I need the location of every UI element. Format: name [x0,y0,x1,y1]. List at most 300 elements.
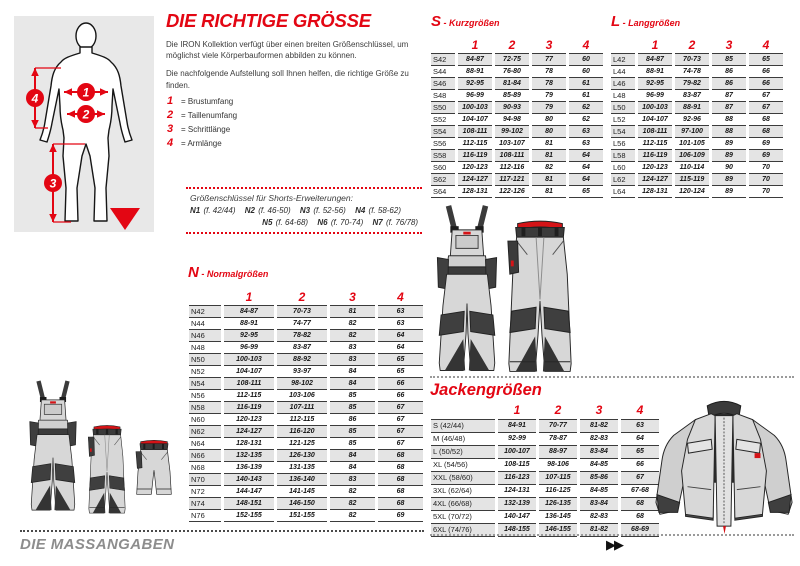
size-label: 4XL (66/68) [431,498,495,511]
measure-column-header: 3 [595,403,603,417]
size-value: 63 [378,305,423,318]
shorts-key-range: (f. 46-50) [258,206,291,215]
section-letter: N [188,264,199,281]
size-value: 68 [749,126,783,138]
size-label: N54 [189,378,221,390]
size-value: 90 [712,162,746,174]
size-value: 126-135 [539,498,577,511]
size-value: 108-111 [224,378,274,390]
size-row [431,150,603,162]
arm-marker: 4 [31,91,39,106]
column-header-row [611,36,783,53]
size-value: 84-85 [580,485,618,498]
size-value: 112-115 [458,138,492,150]
size-value: 70 [749,186,783,198]
legend-number: 1 [167,95,174,107]
size-value: 124-127 [458,174,492,186]
size-row [431,114,603,126]
size-row [189,402,423,414]
size-row [189,450,423,462]
shorts-illustration [134,425,174,518]
size-value: 64 [569,174,603,186]
size-value: 98-106 [539,459,577,472]
size-value: 64 [569,150,603,162]
size-value: 70 [749,162,783,174]
measure-column-header: 3 [545,37,553,52]
size-value: 131-135 [277,462,327,474]
size-row [189,510,423,522]
size-row [431,138,603,150]
size-value: 136-140 [277,474,327,486]
intro-paragraph-1: Die IRON Kollektion verfügt über einen breiten Größenschlüssel, um möglichst viele Körperbauformen abbilden zu können. [166,40,409,61]
size-value: 126-130 [277,450,327,462]
size-value: 87 [712,102,746,114]
size-row [611,174,783,186]
size-value: 85-89 [495,90,529,102]
size-value: 112-115 [277,414,327,426]
size-value: 78 [532,66,566,78]
section-suffix: - Kurzgrößen [441,18,500,28]
size-label: N44 [189,318,221,330]
shorts-key-code: N7 [372,218,383,227]
size-value: 132-135 [224,450,274,462]
shorts-key-line [190,206,418,215]
size-value: 124-127 [224,426,274,438]
size-row [431,498,659,511]
size-value: 65 [378,366,423,378]
size-value: 63 [621,419,659,433]
size-label: S (42/44) [431,419,495,433]
measure-column-header: 1 [513,403,521,417]
size-label: S52 [431,114,455,126]
size-value: 120-123 [638,162,672,174]
size-value: 79-82 [675,78,709,90]
size-label: N42 [189,305,221,318]
size-value: 67-68 [621,485,659,498]
size-value: 62 [569,102,603,114]
size-row [431,66,603,78]
size-value: 83 [330,474,375,486]
size-value: 64 [378,342,423,354]
size-value: 63 [569,138,603,150]
size-value: 92-95 [224,330,274,342]
size-value: 82 [330,330,375,342]
size-value: 84-87 [224,305,274,318]
size-value: 148-155 [498,524,536,537]
size-value: 140-143 [224,474,274,486]
size-value: 92-96 [675,114,709,126]
size-value: 89 [712,174,746,186]
size-value: 100-103 [224,354,274,366]
size-row [189,498,423,510]
shorts-key-range: (f. 42/44) [203,206,236,215]
shorts-key-title: Größenschlüssel für Shorts-Erweiterungen: [190,193,353,203]
shorts-size-key [186,187,422,234]
size-value: 81 [532,186,566,198]
size-value: 151-155 [277,510,327,522]
size-value: 124-127 [638,174,672,186]
size-value: 66 [749,78,783,90]
size-label: L56 [611,138,635,150]
size-value: 76-80 [495,66,529,78]
size-row [431,126,603,138]
size-value: 68 [621,498,659,511]
size-table-jackengroessen [428,402,662,537]
size-row [611,162,783,174]
size-value: 81-84 [495,78,529,90]
size-value: 128-131 [224,438,274,450]
bib-overall-illustration [24,377,82,522]
size-value: 77 [532,53,566,66]
size-row [189,486,423,498]
size-value: 69 [749,138,783,150]
section-suffix: - Normalgrößen [198,269,269,279]
size-value: 100-107 [498,446,536,459]
size-value: 68 [378,498,423,510]
size-value: 92-95 [458,78,492,90]
size-value: 61 [569,90,603,102]
size-value: 82 [532,162,566,174]
size-label: N72 [189,486,221,498]
size-value: 70-77 [539,419,577,433]
size-value: 104-107 [458,114,492,126]
size-value: 112-115 [224,390,274,402]
size-value: 67 [749,102,783,114]
size-row [431,485,659,498]
size-value: 136-139 [224,462,274,474]
work-pants-illustration [86,423,128,522]
measure-column-header: 1 [245,289,253,304]
size-value: 61 [569,78,603,90]
size-value: 115-119 [675,174,709,186]
size-value: 86 [712,66,746,78]
size-value: 66 [749,66,783,78]
legend-label: = Schrittlänge [181,124,231,134]
size-value: 85-86 [580,472,618,485]
size-value: 74-78 [675,66,709,78]
size-value: 140-147 [498,511,536,524]
size-value: 64 [569,162,603,174]
size-value: 100-103 [638,102,672,114]
dotted-separator [430,376,794,378]
size-value: 146-155 [539,524,577,537]
size-value: 67 [621,472,659,485]
size-value: 106-109 [675,150,709,162]
measure-column-header: 1 [651,37,659,52]
size-label: L44 [611,66,635,78]
size-value: 84-87 [638,53,672,66]
next-pages-icon: ▶▶ [606,538,622,553]
size-row [431,78,603,90]
size-value: 86 [712,78,746,90]
size-label: XL (54/56) [431,459,495,472]
size-row [431,472,659,485]
size-row [611,66,783,78]
page-title: DIE RICHTIGE GRÖSSE [166,10,371,31]
size-value: 89 [712,186,746,198]
size-value: 82 [330,486,375,498]
size-value: 81 [330,305,375,318]
header-block [166,10,426,91]
body-silhouette [14,16,154,232]
size-label: S46 [431,78,455,90]
size-value: 146-150 [277,498,327,510]
size-value: 81 [532,150,566,162]
size-value: 120-123 [458,162,492,174]
column-header-row [431,36,603,53]
size-value: 82 [330,498,375,510]
size-row [431,446,659,459]
bib-overall-illustration [430,202,504,383]
size-value: 120-124 [675,186,709,198]
size-value: 70-73 [277,305,327,318]
size-value: 79 [532,102,566,114]
size-value: 80 [532,114,566,126]
size-value: 68 [378,450,423,462]
measure-column-header: 2 [298,289,306,304]
size-value: 88-91 [638,66,672,78]
size-value: 88-97 [539,446,577,459]
size-label: L62 [611,174,635,186]
size-value: 67 [378,438,423,450]
size-value: 84 [330,450,375,462]
size-value: 64 [378,330,423,342]
size-row [189,342,423,354]
size-value: 116-120 [277,426,327,438]
size-label: N52 [189,366,221,378]
size-label: N50 [189,354,221,366]
size-value: 107-111 [277,402,327,414]
section-letter: L [611,13,621,30]
size-row [431,53,603,66]
size-value: 62 [569,114,603,126]
size-value: 70 [749,174,783,186]
size-value: 148-151 [224,498,274,510]
size-label: L54 [611,126,635,138]
size-row [189,318,423,330]
size-label: 3XL (62/64) [431,485,495,498]
size-value: 88-91 [675,102,709,114]
size-value: 67 [378,426,423,438]
size-value: 83-84 [580,498,618,511]
corner-cell [611,36,635,53]
size-row [431,511,659,524]
size-value: 120-123 [224,414,274,426]
size-value: 81 [532,138,566,150]
shorts-key-line [190,218,418,227]
size-value: 116-125 [539,485,577,498]
size-value: 65 [621,446,659,459]
size-value: 94-98 [495,114,529,126]
size-row [189,305,423,318]
size-row [189,330,423,342]
measure-column-header: 2 [688,37,696,52]
size-value: 83 [330,354,375,366]
size-label: S42 [431,53,455,66]
body-measurement-diagram [14,16,154,232]
size-row [189,366,423,378]
size-row [611,53,783,66]
size-value: 65 [749,53,783,66]
size-label: L52 [611,114,635,126]
size-value: 74-77 [277,318,327,330]
size-value: 81-82 [580,419,618,433]
size-value: 65 [569,186,603,198]
measurement-legend [167,94,237,150]
size-value: 108-115 [498,459,536,472]
size-value: 81-82 [580,524,618,537]
size-value: 78-82 [277,330,327,342]
size-value: 128-131 [458,186,492,198]
size-value: 116-123 [498,472,536,485]
size-value: 68 [621,511,659,524]
size-value: 68 [378,486,423,498]
size-value: 68 [749,114,783,126]
size-value: 92-99 [498,433,536,446]
size-label: S54 [431,126,455,138]
inseam-marker: 3 [49,176,57,191]
size-value: 82 [330,318,375,330]
size-table-langgroessen [608,36,786,198]
size-label: N64 [189,438,221,450]
size-value: 110-114 [675,162,709,174]
size-value: 108-111 [458,126,492,138]
size-value: 70-73 [675,53,709,66]
size-value: 128-131 [638,186,672,198]
size-value: 100-103 [458,102,492,114]
size-row [431,186,603,198]
size-value: 68 [378,462,423,474]
footer-dotted-rule [20,530,424,532]
shorts-key-range: (f. 52-56) [313,206,346,215]
size-value: 108-111 [495,150,529,162]
shorts-key-code: N1 [190,206,201,215]
size-value: 107-115 [539,472,577,485]
size-label: N74 [189,498,221,510]
size-row [189,390,423,402]
size-value: 85 [712,53,746,66]
work-jacket-illustration [650,392,798,541]
size-value: 83-87 [277,342,327,354]
size-value: 96-99 [638,90,672,102]
size-label: N60 [189,414,221,426]
size-value: 84 [330,462,375,474]
size-value: 82 [330,510,375,522]
size-value: 67 [749,90,783,102]
size-value: 82-83 [580,433,618,446]
size-value: 64 [621,433,659,446]
size-row [611,78,783,90]
size-value: 121-125 [277,438,327,450]
size-value: 136-145 [539,511,577,524]
measure-column-header: 3 [725,37,733,52]
shorts-key-code: N2 [244,206,255,215]
size-label: XXL (58/60) [431,472,495,485]
size-label: L (50/52) [431,446,495,459]
waist-marker: 2 [82,107,90,122]
size-value: 85 [330,426,375,438]
size-value: 101-105 [675,138,709,150]
size-value: 84 [330,366,375,378]
size-value: 112-116 [495,162,529,174]
legend-number: 3 [167,123,174,135]
legend-item [167,136,237,150]
size-value: 88-91 [224,318,274,330]
size-value: 96-99 [224,342,274,354]
size-row [431,433,659,446]
size-row [189,378,423,390]
measure-column-header: 3 [349,289,356,304]
section-letter: S [431,13,442,30]
section-title-kurzgroessen [431,13,500,31]
size-label: S44 [431,66,455,78]
size-value: 152-155 [224,510,274,522]
size-value: 84-85 [580,459,618,472]
size-row [189,354,423,366]
shorts-key-range: (f. 58-62) [368,206,401,215]
measure-column-header: 1 [471,37,479,52]
shorts-key-range: (f. 64-68) [275,218,309,227]
size-value: 78 [532,78,566,90]
size-label: N56 [189,390,221,402]
size-label: S50 [431,102,455,114]
size-label: N48 [189,342,221,354]
size-row [611,150,783,162]
size-value: 60 [569,66,603,78]
size-value: 104-107 [224,366,274,378]
size-label: L48 [611,90,635,102]
size-value: 83 [330,342,375,354]
size-row [431,90,603,102]
measure-column-header: 2 [508,37,516,52]
size-row [611,102,783,114]
size-value: 85 [330,390,375,402]
size-label: N62 [189,426,221,438]
size-value: 85 [330,438,375,450]
size-row [189,462,423,474]
size-value: 69 [749,150,783,162]
size-label: L42 [611,53,635,66]
size-value: 108-111 [638,126,672,138]
size-table-kurzgroessen [428,36,606,198]
size-value: 63 [378,318,423,330]
size-value: 67 [378,414,423,426]
size-value: 116-119 [224,402,274,414]
size-value: 89 [712,138,746,150]
shorts-key-code: N4 [355,206,366,215]
size-value: 144-147 [224,486,274,498]
size-value: 69 [378,510,423,522]
size-value: 93-97 [277,366,327,378]
size-value: 83-84 [580,446,618,459]
size-value: 103-107 [495,138,529,150]
size-value: 117-121 [495,174,529,186]
size-value: 96-99 [458,90,492,102]
size-value: 67 [378,402,423,414]
size-value: 99-102 [495,126,529,138]
size-table-normalgroessen [186,288,426,522]
size-value: 78-87 [539,433,577,446]
size-label: L64 [611,186,635,198]
size-value: 141-145 [277,486,327,498]
size-value: 65 [378,354,423,366]
measure-column-header: 2 [554,403,562,417]
legend-number: 2 [167,109,174,121]
section-title-langgroessen [611,13,680,31]
size-label: N66 [189,450,221,462]
size-value: 68-69 [621,524,659,537]
size-label: N46 [189,330,221,342]
